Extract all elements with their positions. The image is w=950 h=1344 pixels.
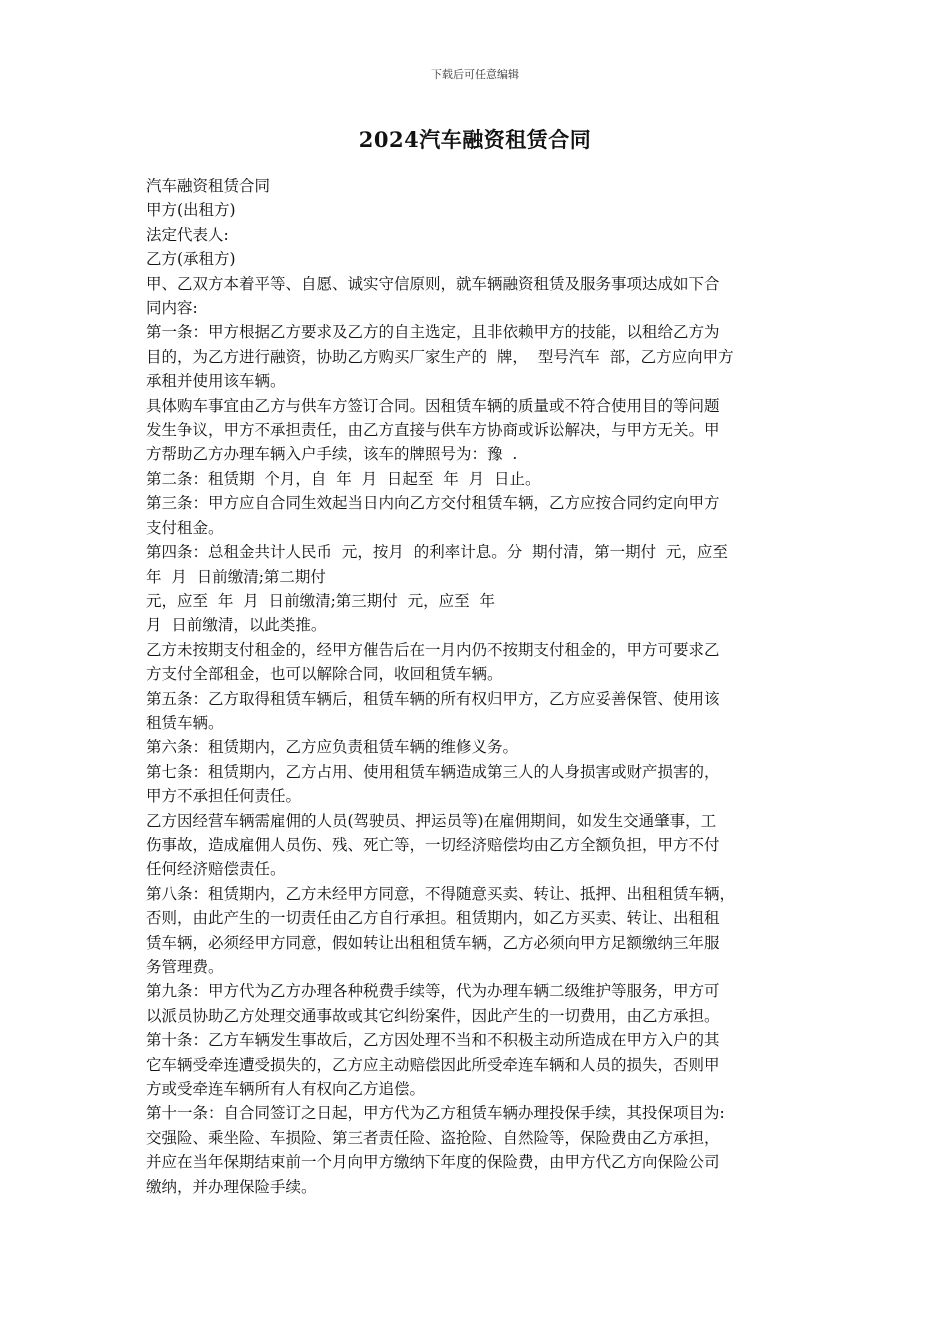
paragraph-line: 第二条：租赁期 个月，自 年 月 日起至 年 月 日止。: [146, 469, 541, 488]
paragraph: [146, 760, 806, 809]
paragraph-line: 任何经济赔偿责任。: [146, 860, 286, 879]
paragraph-line: 发生争议，甲方不承担责任，由乙方直接与供车方协商或诉讼解决，与甲方无关。甲: [146, 421, 720, 440]
paragraph: [146, 735, 806, 759]
paragraph: [146, 979, 806, 1028]
paragraph-line: 年 月 日前缴清;第二期付: [146, 567, 326, 586]
paragraph-line: 月 日前缴清，以此类推。: [146, 616, 327, 635]
paragraph-line: 同内容:: [146, 299, 198, 318]
paragraph: [146, 638, 806, 687]
paragraph-line: 第一条：甲方根据乙方要求及乙方的自主选定，且非依赖甲方的技能，以租给乙方为: [146, 323, 720, 342]
paragraph-line: 乙方未按期支付租金的，经甲方催告后在一月内仍不按期支付租金的，甲方可要求乙: [146, 640, 720, 659]
paragraph: [146, 1028, 806, 1101]
document-title: 2024汽车融资租赁合同: [358, 127, 592, 152]
paragraph-line: 乙方(承租方): [146, 250, 236, 269]
document-body: [146, 174, 806, 1199]
paragraph-line: 甲方不承担任何责任。: [146, 787, 302, 806]
paragraph-line: 缴纳，并办理保险手续。: [146, 1177, 317, 1196]
paragraph-line: 支付租金。: [146, 518, 224, 537]
paragraph-line: 赁车辆，必须经甲方同意，假如转让出租租赁车辆，乙方必须向甲方足额缴纳三年服: [146, 933, 720, 952]
paragraph: [146, 540, 806, 638]
paragraph-line: 第八条：租赁期内，乙方未经甲方同意，不得随意买卖、转让、抵押、出租租赁车辆，: [146, 884, 736, 903]
paragraph-line: 甲、乙双方本着平等、自愿、诚实守信原则，就车辆融资租赁及服务事项达成如下合: [146, 274, 720, 293]
paragraph-line: 乙方因经营车辆需雇佣的人员(驾驶员、押运员等)在雇佣期间，如发生交通肇事，工: [146, 811, 717, 830]
paragraph-line: 元，应至 年 月 日前缴清;第三期付 元，应至 年: [146, 591, 495, 610]
paragraph: [146, 247, 806, 271]
paragraph-line: 具体购车事宜由乙方与供车方签订合同。因租赁车辆的质量或不符合使用目的等问题: [146, 396, 720, 415]
paragraph-line: 法定代表人:: [146, 225, 229, 244]
paragraph-line: 目的，为乙方进行融资，协助乙方购买厂家生产的 牌， 型号汽车 部，乙方应向甲方: [146, 347, 734, 366]
paragraph: [146, 809, 806, 882]
paragraph: [146, 394, 806, 467]
paragraph-line: 方或受牵连车辆所有人有权向乙方追偿。: [146, 1080, 426, 1099]
paragraph-line: 以派员协助乙方处理交通事故或其它纠纷案件，因此产生的一切费用，由乙方承担。: [146, 1006, 720, 1025]
paragraph-line: 方支付全部租金，也可以解除合同，收回租赁车辆。: [146, 665, 503, 684]
paragraph-line: 第三条：甲方应自合同生效起当日内向乙方交付租赁车辆，乙方应按合同约定向甲方: [146, 494, 720, 513]
paragraph: [146, 272, 806, 321]
paragraph-line: 方帮助乙方办理车辆入户手续，该车的牌照号为：豫 .: [146, 445, 518, 464]
paragraph-line: 承租并使用该车辆。: [146, 372, 286, 391]
paragraph: [146, 491, 806, 540]
paragraph: [146, 1101, 806, 1199]
paragraph-line: 第十一条：自合同签订之日起，甲方代为乙方租赁车辆办理投保手续，其投保项目为:: [146, 1104, 725, 1123]
paragraph-line: 第五条：乙方取得租赁车辆后，租赁车辆的所有权归甲方，乙方应妥善保管、使用该: [146, 689, 720, 708]
paragraph-line: 第四条：总租金共计人民币 元，按月 的利率计息。分 期付清，第一期付 元，应至: [146, 543, 728, 562]
paragraph-line: 租赁车辆。: [146, 713, 224, 732]
paragraph-line: 汽车融资租赁合同: [146, 177, 271, 195]
paragraph-line: 第六条：租赁期内，乙方应负责租赁车辆的维修义务。: [146, 738, 519, 757]
paragraph: [146, 687, 806, 736]
paragraph: [146, 467, 806, 491]
paragraph-line: 第七条：租赁期内，乙方占用、使用租赁车辆造成第三人的人身损害或财产损害的，: [146, 762, 720, 781]
paragraph: [146, 223, 806, 247]
paragraph-line: 第九条：甲方代为乙方办理各种税费手续等，代为办理车辆二级维护等服务，甲方可: [146, 982, 720, 1001]
paragraph-line: 它车辆受牵连遭受损失的，乙方应主动赔偿因此所受牵连车辆和人员的损失，否则甲: [146, 1055, 720, 1074]
paragraph: [146, 320, 806, 393]
paragraph-line: 伤事故，造成雇佣人员伤、残、死亡等，一切经济赔偿均由乙方全额负担，甲方不付: [146, 835, 720, 854]
paragraph-line: 交强险、乘坐险、车损险、第三者责任险、盗抢险、自然险等，保险费由乙方承担，: [146, 1128, 720, 1147]
paragraph: [146, 174, 806, 198]
paragraph-line: 否则，由此产生的一切责任由乙方自行承担。租赁期内，如乙方买卖、转让、出租租: [146, 909, 720, 928]
paragraph-line: 甲方(出租方): [146, 201, 236, 220]
paragraph-line: 并应在当年保期结束前一个月向甲方缴纳下年度的保险费，由甲方代乙方向保险公司: [146, 1153, 720, 1172]
header-note: 下载后可任意编辑: [431, 68, 519, 81]
paragraph-line: 务管理费。: [146, 958, 224, 976]
paragraph: [146, 198, 806, 222]
paragraph: [146, 882, 806, 980]
paragraph-line: 第十条：乙方车辆发生事故后，乙方因处理不当和不积极主动所造成在甲方入户的其: [146, 1031, 720, 1050]
